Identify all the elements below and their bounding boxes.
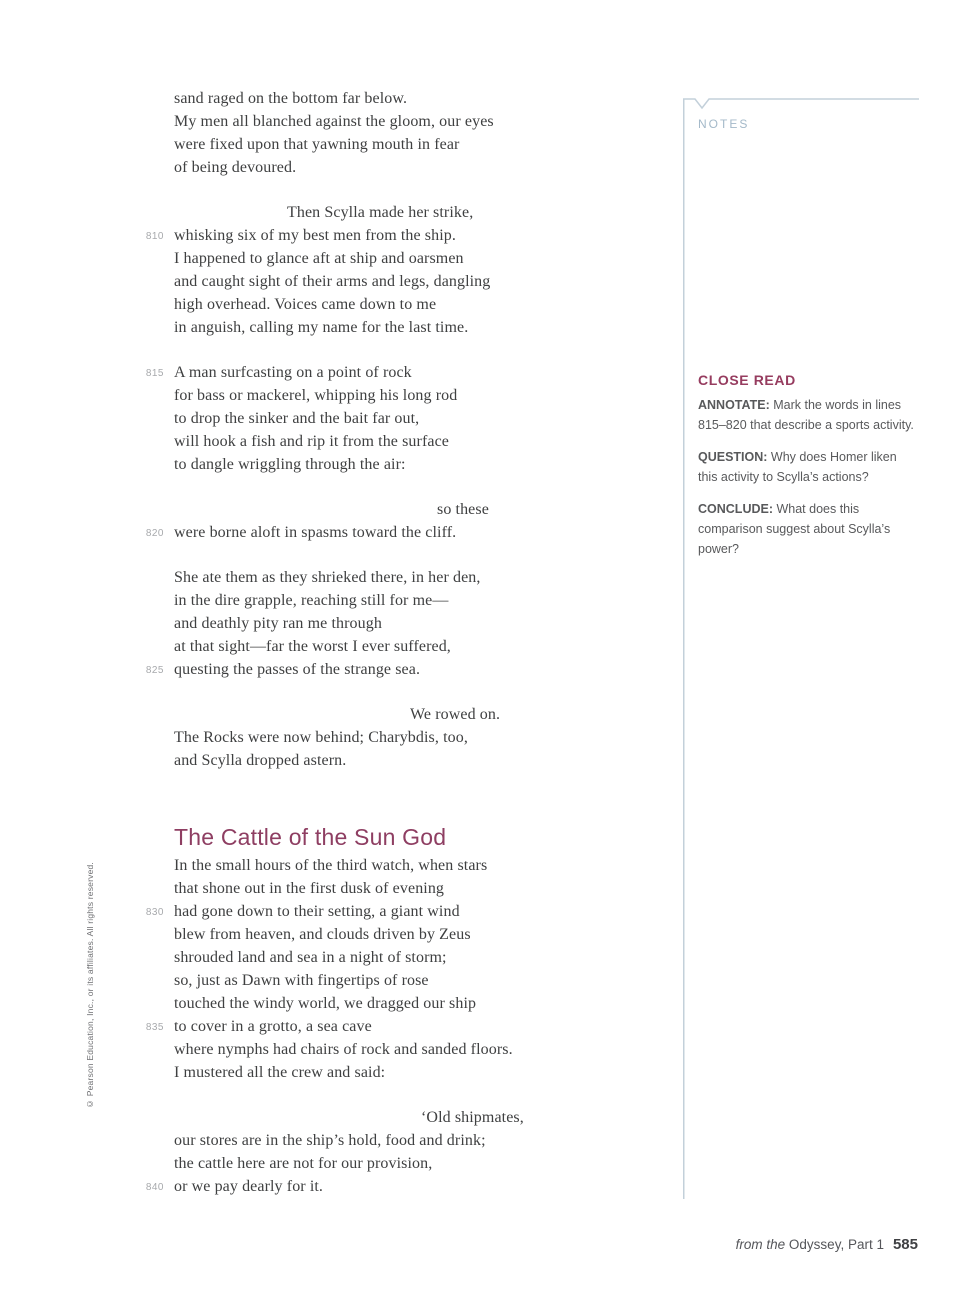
line-number: 820: [145, 528, 164, 539]
poem-line-text: so these: [437, 501, 489, 518]
poem-line-text: We rowed on.: [410, 706, 501, 723]
poem-line-text: our stores are in the ship’s hold, food and drink;: [174, 1132, 486, 1149]
line-number: 825: [145, 665, 164, 676]
footer-source-prefix: from the: [735, 1237, 786, 1252]
poem-line: [174, 612, 604, 635]
poem-line: [174, 877, 604, 900]
poem-line: [174, 854, 604, 877]
poem-line-text: My men all blanched against the gloom, our eyes: [174, 113, 494, 130]
poem-text-column: [145, 87, 604, 1198]
poem-line: [174, 1038, 604, 1061]
poem-line: [174, 1152, 604, 1175]
poem-line-text: were borne aloft in spasms toward the cliff.: [174, 524, 457, 541]
close-read-question-prompt: [698, 447, 914, 487]
close-read-conclude-prompt: [698, 499, 914, 559]
poem-line: [145, 361, 604, 384]
poem-line-text: Then Scylla made her strike,: [287, 204, 474, 221]
line-number: 835: [145, 1022, 164, 1033]
poem-line-text: to cover in a grotto, a sea cave: [174, 1018, 372, 1035]
poem-line-text: or we pay dearly for it.: [174, 1178, 324, 1195]
poem-line: [174, 156, 604, 179]
poem-line-text: She ate them as they shrieked there, in her den,: [174, 569, 481, 586]
poem-line-text: ‘Old shipmates,: [421, 1109, 524, 1126]
close-read-title: CLOSE READ: [698, 372, 796, 388]
poem-line: [174, 1129, 604, 1152]
line-number: 815: [145, 368, 164, 379]
poem-line: [174, 87, 604, 110]
poem-line-text: In the small hours of the third watch, when stars: [174, 857, 488, 874]
poem-line-text: will hook a fish and rip it from the surface: [174, 433, 449, 450]
close-read-panel: [698, 372, 914, 571]
poem-line-text: had gone down to their setting, a giant wind: [174, 903, 460, 920]
poem-line: [145, 900, 604, 923]
poem-line-text: whisking six of my best men from the ship.: [174, 227, 456, 244]
poem-line: [174, 407, 604, 430]
poem-line: [174, 453, 604, 476]
page-footer: [736, 1236, 918, 1253]
poem-line: [174, 1106, 604, 1129]
poem-line-text: of being devoured.: [174, 159, 297, 176]
poem-line: [174, 703, 604, 726]
poem-line: [174, 293, 604, 316]
line-number: 810: [145, 231, 164, 242]
annotate-label: ANNOTATE:: [698, 398, 770, 412]
poem-line-text: for bass or mackerel, whipping his long rod: [174, 387, 458, 404]
poem-line: [145, 224, 604, 247]
poem-line: [145, 1175, 604, 1198]
poem-line: [174, 201, 604, 224]
conclude-label: CONCLUDE:: [698, 502, 773, 516]
poem-line-text: and deathly pity ran me through: [174, 615, 382, 632]
poem-line-text: A man surfcasting on a point of rock: [174, 364, 412, 381]
poem-line: [174, 384, 604, 407]
poem-line: [174, 635, 604, 658]
poem-line-text: to drop the sinker and the bait far out,: [174, 410, 420, 427]
poem-line: [174, 110, 604, 133]
poem-line: [174, 430, 604, 453]
poem-line-text: to dangle wriggling through the air:: [174, 456, 406, 473]
conclude-text: What does this comparison suggest about Scylla’s power?: [698, 502, 891, 556]
poem-line-text: the cattle here are not for our provision,: [174, 1155, 433, 1172]
poem-line: [145, 1015, 604, 1038]
footer-source-title: Odyssey, Part 1: [785, 1237, 884, 1252]
poem-line: [174, 566, 604, 589]
poem-line: [174, 247, 604, 270]
question-text: Why does Homer liken this activity to Scylla’s actions?: [698, 450, 897, 484]
poem-line-text: were fixed upon that yawning mouth in fear: [174, 136, 460, 153]
poem-line: [174, 133, 604, 156]
line-number: 830: [145, 907, 164, 918]
poem-line-text: where nymphs had chairs of rock and sanded floors.: [174, 1041, 513, 1058]
poem-line: [174, 316, 604, 339]
poem-line: [145, 521, 604, 544]
section-heading: The Cattle of the Sun God: [174, 824, 447, 850]
poem-line: [174, 992, 604, 1015]
poem-line: [174, 749, 604, 772]
notes-label: NOTES: [698, 117, 750, 131]
notes-panel-border: [683, 98, 921, 1201]
annotate-text: Mark the words in lines 815–820 that describe a sports activity.: [698, 398, 914, 432]
poem-line-text: and caught sight of their arms and legs, dangling: [174, 273, 491, 290]
poem-line: [174, 498, 604, 521]
copyright-vertical-text: © Pearson Education, Inc., or its affiliates. All rights reserved.: [85, 862, 95, 1109]
poem-line-text: at that sight—far the worst I ever suffered,: [174, 638, 451, 655]
poem-line-text: sand raged on the bottom far below.: [174, 90, 408, 107]
poem-line-text: and Scylla dropped astern.: [174, 752, 347, 769]
poem-line-text: shrouded land and sea in a night of storm;: [174, 949, 447, 966]
poem-line-text: high overhead. Voices came down to me: [174, 296, 437, 313]
poem-line: [174, 589, 604, 612]
poem-line-text: blew from heaven, and clouds driven by Zeus: [174, 926, 471, 943]
poem-line-text: that shone out in the first dusk of evening: [174, 880, 445, 897]
poem-line-text: I mustered all the crew and said:: [174, 1064, 386, 1081]
poem-line-text: in the dire grapple, reaching still for me—: [174, 592, 449, 609]
poem-line: [174, 1061, 604, 1084]
poem-line: [174, 946, 604, 969]
line-number: 840: [145, 1182, 164, 1193]
page-number: 585: [892, 1236, 918, 1253]
poem-line: [174, 726, 604, 749]
poem-line: [174, 969, 604, 992]
poem-line-text: in anguish, calling my name for the last time.: [174, 319, 469, 336]
poem-line-text: questing the passes of the strange sea.: [174, 661, 421, 678]
poem-line-text: touched the windy world, we dragged our ship: [174, 995, 477, 1012]
poem-line-text: I happened to glance aft at ship and oarsmen: [174, 250, 464, 267]
poem-line: [145, 658, 604, 681]
close-read-annotate-prompt: [698, 395, 914, 435]
question-label: QUESTION:: [698, 450, 768, 464]
poem-line-text: so, just as Dawn with fingertips of rose: [174, 972, 429, 989]
poem-line: [174, 270, 604, 293]
poem-line: [174, 923, 604, 946]
poem-line-text: The Rocks were now behind; Charybdis, too,: [174, 729, 468, 746]
